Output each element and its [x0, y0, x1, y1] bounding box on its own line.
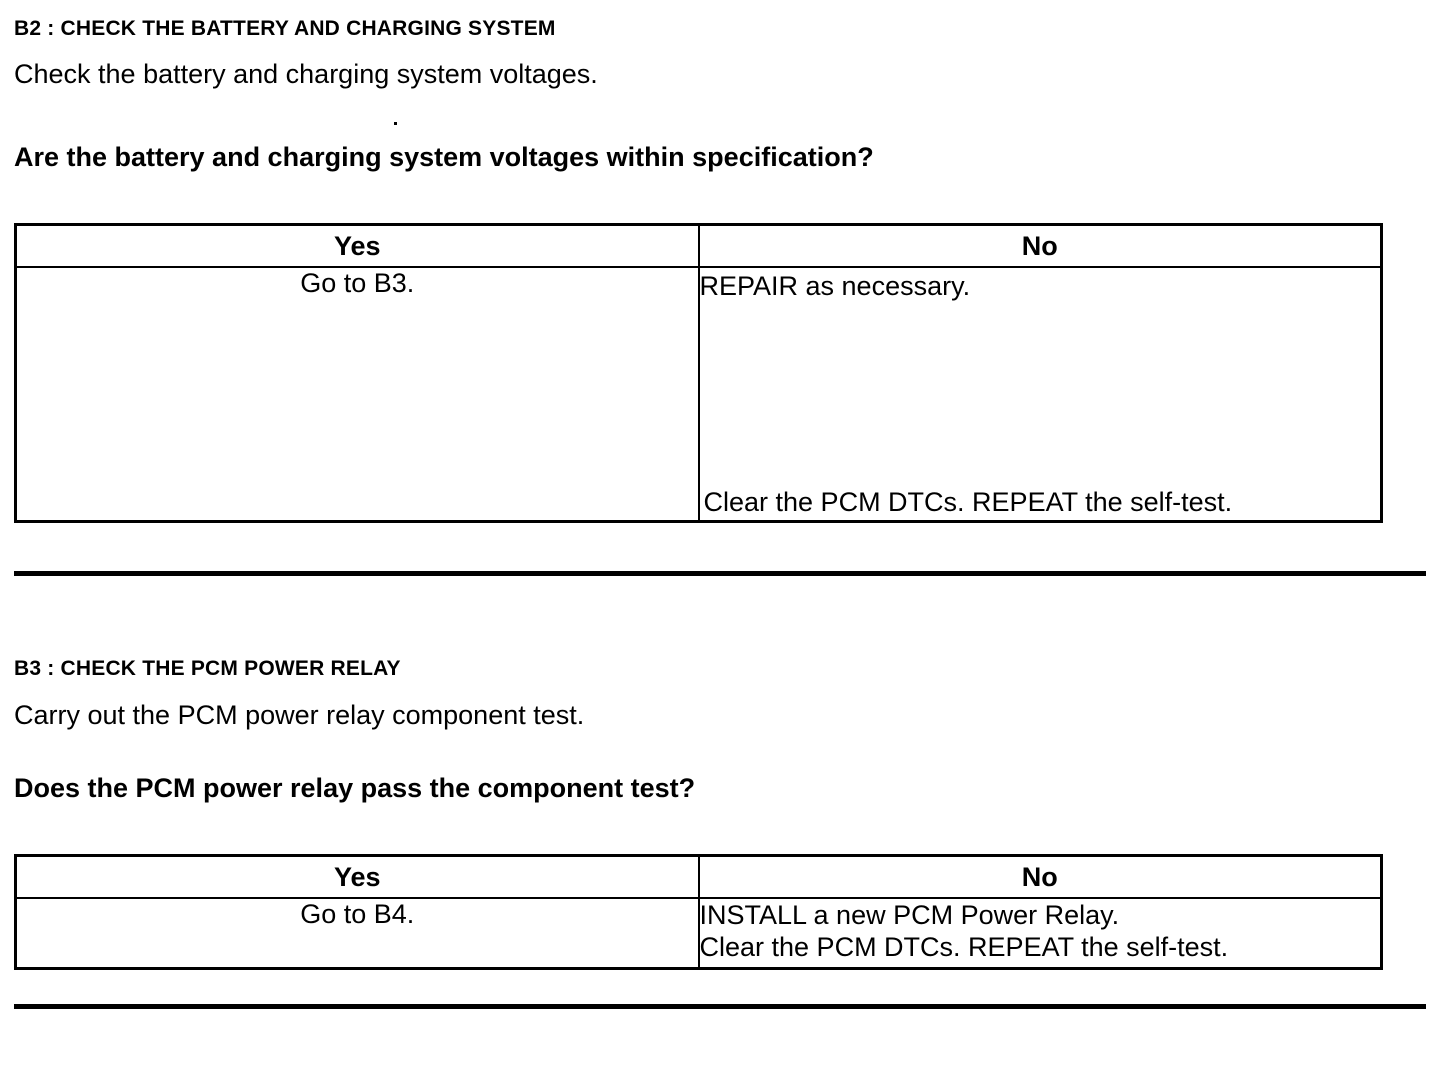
column-header-yes: Yes [16, 856, 699, 899]
no-result-top-text: REPAIR as necessary. [699, 270, 971, 301]
step-b3-question: Does the PCM power relay pass the component test? [14, 773, 696, 804]
cell-no-result [699, 898, 1382, 968]
step-b2 [0, 0, 1440, 523]
column-header-no: No [699, 856, 1382, 899]
step-b2-question: Are the battery and charging system voltages within specification? [14, 142, 874, 172]
step-b3-decision-table [14, 854, 1383, 970]
step-b2-title: B2 : CHECK THE BATTERY AND CHARGING SYSTEM [14, 17, 556, 40]
no-result-line-2: Clear the PCM DTCs. REPEAT the self-test. [699, 932, 1229, 963]
table-header-row [16, 856, 1382, 899]
cell-no-result [699, 267, 1382, 522]
cell-yes-result: Go to B3. [16, 267, 699, 522]
table-row [16, 898, 1382, 968]
step-b3-action: Carry out the PCM power relay component test. [14, 699, 585, 730]
table-row [16, 267, 1382, 522]
step-b2-decision-table [14, 223, 1383, 524]
step-b2-action: Check the battery and charging system voltages. [14, 59, 598, 90]
column-header-no: No [699, 224, 1382, 267]
cell-yes-result: Go to B4. [16, 898, 699, 968]
no-result-bottom-text: Clear the PCM DTCs. REPEAT the self-test. [703, 486, 1233, 517]
table-header-row [16, 224, 1382, 267]
step-b3-title: B3 : CHECK THE PCM POWER RELAY [14, 657, 401, 681]
step-b3 [0, 576, 1440, 969]
column-header-yes: Yes [16, 224, 699, 267]
section-divider-2 [14, 1004, 1426, 1009]
no-result-line-1: INSTALL a new PCM Power Relay. [699, 900, 1120, 930]
